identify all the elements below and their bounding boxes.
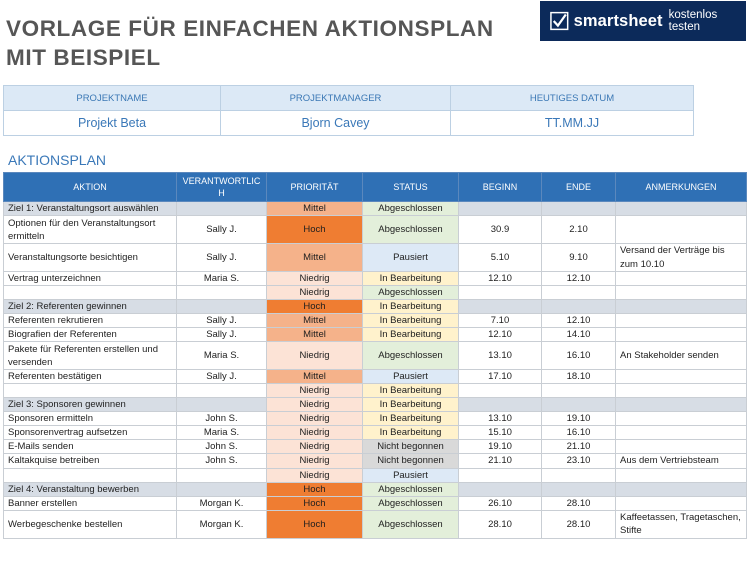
status-cell[interactable]: Abgeschlossen — [363, 510, 459, 538]
notes-cell[interactable] — [616, 328, 747, 342]
goal-row — [4, 398, 747, 412]
status-cell[interactable]: Abgeschlossen — [363, 286, 459, 300]
page-title-line1: VORLAGE FÜR EINFACHEN AKTIONSPLAN — [6, 16, 494, 41]
notes-cell[interactable] — [616, 216, 747, 244]
end-date-cell[interactable]: 16.10 — [542, 426, 616, 440]
table-row — [4, 440, 747, 454]
end-date-cell[interactable] — [542, 384, 616, 398]
start-date-cell[interactable] — [459, 300, 542, 314]
end-date-cell[interactable]: 9.10 — [542, 244, 616, 272]
end-date-cell[interactable]: 28.10 — [542, 496, 616, 510]
start-date-cell[interactable]: 15.10 — [459, 426, 542, 440]
notes-cell[interactable]: Versand der Verträge bis zum 10.10 — [616, 244, 747, 272]
start-date-cell[interactable]: 5.10 — [459, 244, 542, 272]
status-cell[interactable]: Nicht begonnen — [363, 454, 459, 469]
priority-cell[interactable]: Niedrig — [267, 440, 363, 454]
end-date-cell[interactable]: 28.10 — [542, 510, 616, 538]
action-cell[interactable]: Kaltakquise betreiben — [4, 454, 177, 469]
start-date-cell[interactable]: 28.10 — [459, 510, 542, 538]
column-header-ende: ENDE — [542, 173, 616, 202]
start-date-cell[interactable] — [459, 202, 542, 216]
start-date-cell[interactable]: 21.10 — [459, 454, 542, 469]
notes-cell[interactable] — [616, 440, 747, 454]
action-cell[interactable] — [4, 468, 177, 482]
owner-cell[interactable]: John S. — [177, 454, 267, 469]
status-cell[interactable]: Pausiert — [363, 244, 459, 272]
end-date-cell[interactable]: 18.10 — [542, 370, 616, 384]
action-cell[interactable]: Biografien der Referenten — [4, 328, 177, 342]
notes-cell[interactable] — [616, 482, 747, 496]
column-header-beginn: BEGINN — [459, 173, 542, 202]
owner-cell[interactable]: John S. — [177, 440, 267, 454]
end-date-cell[interactable]: 12.10 — [542, 314, 616, 328]
status-cell[interactable]: Pausiert — [363, 370, 459, 384]
page-title — [6, 14, 494, 72]
project-manager-value[interactable]: Bjorn Cavey — [221, 111, 451, 136]
priority-cell[interactable]: Hoch — [267, 482, 363, 496]
table-row — [4, 244, 747, 272]
action-cell[interactable]: Ziel 3: Sponsoren gewinnen — [4, 398, 177, 412]
owner-cell[interactable]: Morgan K. — [177, 510, 267, 538]
status-cell[interactable]: In Bearbeitung — [363, 300, 459, 314]
goal-row — [4, 202, 747, 216]
action-cell[interactable]: Ziel 2: Referenten gewinnen — [4, 300, 177, 314]
action-cell[interactable] — [4, 286, 177, 300]
priority-cell[interactable]: Hoch — [267, 496, 363, 510]
action-cell[interactable]: Vertrag unterzeichnen — [4, 272, 177, 286]
page-title-line2: MIT BEISPIEL — [6, 45, 161, 70]
action-cell[interactable]: Optionen für den Veranstaltungsort ermitteln — [4, 216, 177, 244]
table-row — [4, 412, 747, 426]
start-date-cell[interactable] — [459, 482, 542, 496]
today-date-header: HEUTIGES DATUM — [451, 86, 694, 111]
today-date-value[interactable]: TT.MM.JJ — [451, 111, 694, 136]
action-cell[interactable]: Referenten rekrutieren — [4, 314, 177, 328]
status-cell[interactable]: Abgeschlossen — [363, 342, 459, 370]
priority-cell[interactable]: Niedrig — [267, 342, 363, 370]
table-row — [4, 286, 747, 300]
priority-cell[interactable]: Niedrig — [267, 412, 363, 426]
table-row — [4, 384, 747, 398]
status-cell[interactable]: Abgeschlossen — [363, 496, 459, 510]
priority-cell[interactable]: Hoch — [267, 216, 363, 244]
status-cell[interactable]: In Bearbeitung — [363, 328, 459, 342]
priority-cell[interactable]: Niedrig — [267, 426, 363, 440]
action-cell[interactable]: Referenten bestätigen — [4, 370, 177, 384]
end-date-cell[interactable] — [542, 482, 616, 496]
action-cell[interactable]: E-Mails senden — [4, 440, 177, 454]
table-row — [4, 272, 747, 286]
priority-cell[interactable]: Niedrig — [267, 384, 363, 398]
status-cell[interactable]: In Bearbeitung — [363, 426, 459, 440]
notes-cell[interactable] — [616, 412, 747, 426]
smartsheet-logo-icon — [550, 11, 569, 31]
action-cell[interactable]: Sponsorenvertrag aufsetzen — [4, 426, 177, 440]
owner-cell[interactable]: John S. — [177, 412, 267, 426]
start-date-cell[interactable]: 17.10 — [459, 370, 542, 384]
owner-cell[interactable]: Sally J. — [177, 370, 267, 384]
table-row — [4, 454, 747, 469]
start-date-cell[interactable] — [459, 468, 542, 482]
priority-cell[interactable]: Niedrig — [267, 272, 363, 286]
project-info-table — [3, 85, 694, 136]
owner-cell[interactable]: Maria S. — [177, 342, 267, 370]
notes-cell[interactable] — [616, 398, 747, 412]
notes-cell[interactable] — [616, 202, 747, 216]
status-cell[interactable]: Pausiert — [363, 468, 459, 482]
action-cell[interactable]: Ziel 4: Veranstaltung bewerben — [4, 482, 177, 496]
action-cell[interactable]: Pakete für Referenten erstellen und versenden — [4, 342, 177, 370]
column-header-anmerkungen: ANMERKUNGEN — [616, 173, 747, 202]
owner-cell[interactable] — [177, 384, 267, 398]
end-date-cell[interactable] — [542, 202, 616, 216]
status-cell[interactable]: In Bearbeitung — [363, 412, 459, 426]
status-cell[interactable]: Abgeschlossen — [363, 202, 459, 216]
table-row — [4, 496, 747, 510]
table-row — [4, 314, 747, 328]
column-header-status: STATUS — [363, 173, 459, 202]
end-date-cell[interactable] — [542, 398, 616, 412]
table-row — [4, 510, 747, 538]
action-plan-table — [3, 172, 747, 539]
priority-cell[interactable]: Mittel — [267, 328, 363, 342]
table-row — [4, 328, 747, 342]
table-row — [4, 370, 747, 384]
brand-tagline: kostenlos testen — [668, 9, 718, 33]
start-date-cell[interactable] — [459, 286, 542, 300]
notes-cell[interactable]: An Stakeholder senden — [616, 342, 747, 370]
owner-cell[interactable] — [177, 468, 267, 482]
priority-cell[interactable]: Niedrig — [267, 398, 363, 412]
status-cell[interactable]: Abgeschlossen — [363, 482, 459, 496]
status-cell[interactable]: Nicht begonnen — [363, 440, 459, 454]
brand-name: smartsheet — [573, 11, 663, 30]
end-date-cell[interactable] — [542, 286, 616, 300]
table-header-row — [4, 173, 747, 202]
owner-cell[interactable] — [177, 398, 267, 412]
owner-cell[interactable]: Morgan K. — [177, 496, 267, 510]
owner-cell[interactable] — [177, 286, 267, 300]
notes-cell[interactable] — [616, 496, 747, 510]
end-date-cell[interactable]: 21.10 — [542, 440, 616, 454]
project-name-value[interactable]: Projekt Beta — [4, 111, 221, 136]
status-cell[interactable]: In Bearbeitung — [363, 314, 459, 328]
notes-cell[interactable] — [616, 314, 747, 328]
owner-cell[interactable]: Sally J. — [177, 314, 267, 328]
start-date-cell[interactable]: 12.10 — [459, 328, 542, 342]
owner-cell[interactable] — [177, 300, 267, 314]
owner-cell[interactable] — [177, 482, 267, 496]
notes-cell[interactable]: Aus dem Vertriebsteam — [616, 454, 747, 469]
project-manager-header: PROJEKTMANAGER — [221, 86, 451, 111]
column-header-verantwortlich: VERANTWORTLICH — [177, 173, 267, 202]
priority-cell[interactable]: Niedrig — [267, 286, 363, 300]
table-row — [4, 342, 747, 370]
section-title: AKTIONSPLAN — [8, 152, 107, 168]
start-date-cell[interactable]: 13.10 — [459, 412, 542, 426]
priority-cell[interactable]: Niedrig — [267, 468, 363, 482]
end-date-cell[interactable] — [542, 300, 616, 314]
start-date-cell[interactable]: 26.10 — [459, 496, 542, 510]
status-cell[interactable]: In Bearbeitung — [363, 384, 459, 398]
start-date-cell[interactable] — [459, 398, 542, 412]
start-date-cell[interactable]: 30.9 — [459, 216, 542, 244]
priority-cell[interactable]: Mittel — [267, 370, 363, 384]
column-header-aktion: AKTION — [4, 173, 177, 202]
notes-cell[interactable] — [616, 272, 747, 286]
end-date-cell[interactable]: 23.10 — [542, 454, 616, 469]
project-name-header: PROJEKTNAME — [4, 86, 221, 111]
owner-cell[interactable]: Maria S. — [177, 426, 267, 440]
priority-cell[interactable]: Mittel — [267, 202, 363, 216]
status-cell[interactable]: Abgeschlossen — [363, 216, 459, 244]
owner-cell[interactable]: Sally J. — [177, 216, 267, 244]
owner-cell[interactable]: Maria S. — [177, 272, 267, 286]
owner-cell[interactable]: Sally J. — [177, 328, 267, 342]
notes-cell[interactable] — [616, 370, 747, 384]
start-date-cell[interactable]: 7.10 — [459, 314, 542, 328]
priority-cell[interactable]: Hoch — [267, 300, 363, 314]
action-cell[interactable]: Sponsoren ermitteln — [4, 412, 177, 426]
start-date-cell[interactable]: 13.10 — [459, 342, 542, 370]
end-date-cell[interactable]: 16.10 — [542, 342, 616, 370]
owner-cell[interactable]: Sally J. — [177, 244, 267, 272]
smartsheet-banner[interactable] — [540, 1, 746, 41]
end-date-cell[interactable] — [542, 468, 616, 482]
goal-row — [4, 300, 747, 314]
owner-cell[interactable] — [177, 202, 267, 216]
end-date-cell[interactable]: 2.10 — [542, 216, 616, 244]
action-cell[interactable]: Banner erstellen — [4, 496, 177, 510]
notes-cell[interactable] — [616, 468, 747, 482]
action-cell[interactable] — [4, 384, 177, 398]
status-cell[interactable]: In Bearbeitung — [363, 272, 459, 286]
column-header-prioritaet: PRIORITÄT — [267, 173, 363, 202]
action-cell[interactable]: Werbegeschenke bestellen — [4, 510, 177, 538]
start-date-cell[interactable]: 12.10 — [459, 272, 542, 286]
notes-cell[interactable] — [616, 384, 747, 398]
action-cell[interactable]: Ziel 1: Veranstaltungsort auswählen — [4, 202, 177, 216]
priority-cell[interactable]: Mittel — [267, 244, 363, 272]
priority-cell[interactable]: Hoch — [267, 510, 363, 538]
priority-cell[interactable]: Niedrig — [267, 454, 363, 469]
end-date-cell[interactable]: 19.10 — [542, 412, 616, 426]
start-date-cell[interactable] — [459, 384, 542, 398]
notes-cell[interactable] — [616, 426, 747, 440]
table-row — [4, 216, 747, 244]
status-cell[interactable]: In Bearbeitung — [363, 398, 459, 412]
notes-cell[interactable] — [616, 286, 747, 300]
end-date-cell[interactable]: 14.10 — [542, 328, 616, 342]
end-date-cell[interactable]: 12.10 — [542, 272, 616, 286]
notes-cell[interactable] — [616, 300, 747, 314]
priority-cell[interactable]: Mittel — [267, 314, 363, 328]
goal-row — [4, 482, 747, 496]
action-cell[interactable]: Veranstaltungsorte besichtigen — [4, 244, 177, 272]
start-date-cell[interactable]: 19.10 — [459, 440, 542, 454]
table-row — [4, 468, 747, 482]
notes-cell[interactable]: Kaffeetassen, Tragetaschen, Stifte — [616, 510, 747, 538]
table-row — [4, 426, 747, 440]
